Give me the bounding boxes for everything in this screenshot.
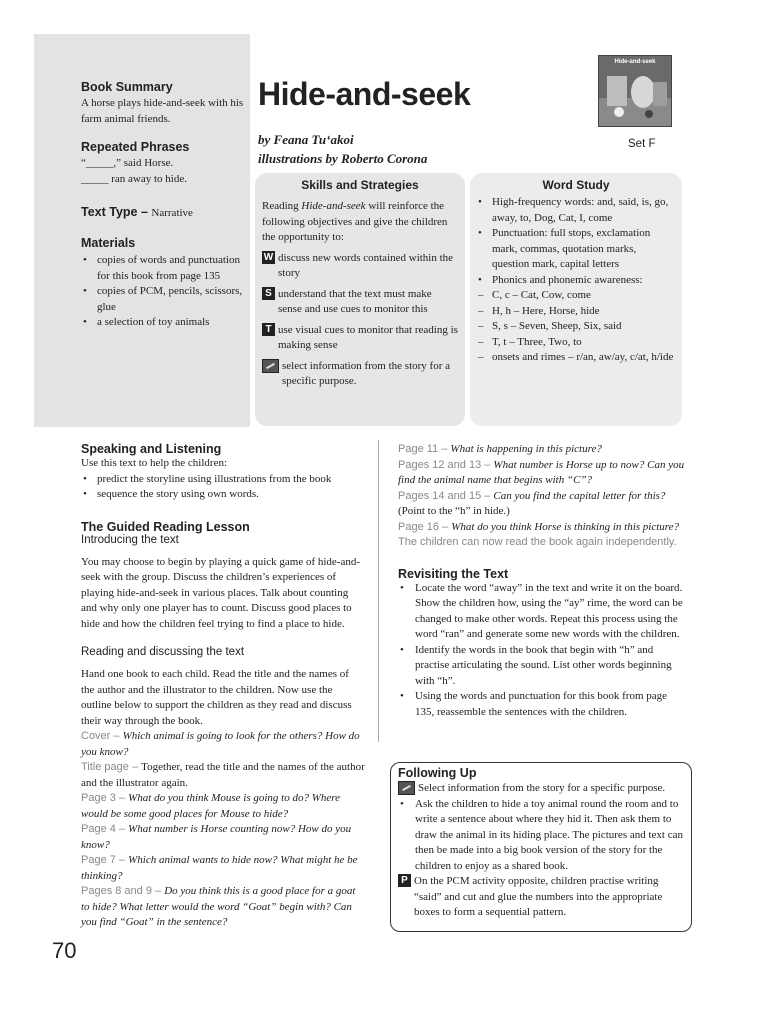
word-study-item: • Punctuation: full stops, exclamation mark, commas, quotation marks, question mark, capital letters <box>476 226 676 273</box>
right-column <box>398 442 688 720</box>
introducing-heading: Introducing the text <box>81 533 179 546</box>
skill-item-s: S understand that the text must make sense and use cues to monitor this <box>262 287 458 318</box>
p-icon: P <box>398 874 411 887</box>
text-type: Text Type – Narrative <box>81 205 193 219</box>
repeated-phrases-title: Repeated Phrases <box>81 140 190 154</box>
word-study-subitem: – T, t – Three, Two, to <box>476 335 676 351</box>
page-prompt-11: Page 11 – What is happening in this picture? <box>398 443 602 455</box>
word-study-subitem: – H, h – Here, Horse, hide <box>476 304 676 320</box>
skill-item-w: W discuss new words contained within the story <box>263 251 454 279</box>
book-summary-text: A horse plays hide-and-seek with his farm animal friends. <box>81 97 244 125</box>
revisiting-item: • Locate the word “away” in the text and write it on the board. Show the children how, using the “ay” rime, the word can be changed to make other words. Repeat this process using the word “ran” and generate some new words with the children. <box>398 581 688 643</box>
t-icon: T <box>262 323 275 336</box>
guided-title: The Guided Reading Lesson <box>81 519 250 534</box>
revisiting-title: Revisiting the Text <box>398 566 509 581</box>
word-study-title: Word Study <box>542 178 610 192</box>
skill-item-t: T use visual cues to monitor that reading is making sense <box>262 323 458 354</box>
word-study-subitem: – C, c – Cat, Cow, come <box>476 288 676 304</box>
book-cover-image <box>598 55 672 127</box>
following-pcm-item: P On the PCM activity opposite, children practise writing “said” and cut and glue the numbers into the appropriate boxes to form a sequential pattern. <box>398 874 686 921</box>
illustrator: illustrations by Roberto Corona <box>258 151 428 166</box>
speaking-title: Speaking and Listening <box>81 442 222 456</box>
skill-item-pencil: select information from the story for a specific purpose. <box>262 359 458 390</box>
column-divider <box>378 440 379 742</box>
pencil-icon <box>262 359 279 373</box>
page-prompt-14-15: Pages 14 and 15 – Can you find the capital letter for this? (Point to the “h” in hide.) <box>398 489 666 517</box>
page-title: Hide-and-seek <box>258 76 471 112</box>
book-summary <box>81 80 249 127</box>
word-study-content <box>476 178 676 366</box>
word-study-item: • Phonics and phonemic awareness: <box>476 273 676 289</box>
speaking-intro: Use this text to help the children: <box>81 457 228 469</box>
skills-content <box>262 178 458 395</box>
page-prompt-4: Page 4 – What number is Horse counting now? How do you know? <box>81 823 352 851</box>
page-prompt-8-9: Pages 8 and 9 – Do you think this is a good place for a goat to hide? What letter would the word “Goat” begin with? Can you find “Goat” in the sentence? <box>81 885 356 928</box>
materials-title: Materials <box>81 236 136 250</box>
following-pencil-item: Select information from the story for a specific purpose. <box>398 781 686 797</box>
s-icon: S <box>262 287 275 300</box>
w-icon: W <box>263 251 274 263</box>
speaking-item: • predict the storyline using illustrations from the book <box>81 472 365 488</box>
page-prompt-cover: Cover – Which animal is going to look for the others? How do you know? <box>81 730 360 758</box>
cover-title: Hide-and-seek <box>614 59 656 65</box>
reading-paragraph: Hand one book to each child. Read the title and the names of the author and the illustrator to the children. Now use the outline below to support the children as they read and discuss their way through the book. <box>81 668 352 727</box>
page-number: 70 <box>52 938 77 963</box>
word-study-item: • High-frequency words: and, said, is, go, away, to, Dog, Cat, I, come <box>476 195 676 226</box>
materials-item: • a selection of toy animals <box>81 315 249 331</box>
intro-paragraph: You may choose to begin by playing a quick game of hide-and-seek with the group. Discuss the children’s experiences of playing hide-and-seek in various places. Talk about counting and why only one player has to count. Discuss good places to hide and how the children feel trying to find a place to hide. <box>81 555 361 630</box>
reading-heading: Reading and discussing the text <box>81 646 245 658</box>
page-prompt-16: Page 16 – What do you think Horse is thinking in this picture? <box>398 520 680 533</box>
skills-intro: Reading Hide-and-seek will reinforce the following objectives and give the children the opportunity to: <box>262 200 448 243</box>
materials <box>81 236 249 331</box>
author: by Feana Tu‘akoi <box>258 132 354 147</box>
revisiting-item: • Using the words and punctuation for this book from page 135, reassemble the sentences with the children. <box>398 689 688 720</box>
text-type-label: Text Type <box>81 205 138 219</box>
repeated-line-2: _____ ran away to hide. <box>81 172 187 185</box>
page-prompt-7: Page 7 – Which animal wants to hide now? What might he be thinking? <box>81 854 358 882</box>
speaking-item: • sequence the story using own words. <box>81 487 365 503</box>
page-prompt-12-13: Pages 12 and 13 – What number is Horse up to now? Can you find the animal name that begins with “C”? <box>398 458 685 486</box>
following-bullet: • Ask the children to hide a toy animal round the room and to write a sentence about where they hid it. Then ask them to draw the animal in its hiding place. The pictures and text can then be made into a big book version of the story for the children to enjoy as a shared book. <box>398 797 686 875</box>
materials-item: • copies of PCM, pencils, scissors, glue <box>81 284 249 315</box>
book-summary-title: Book Summary <box>81 80 173 94</box>
left-column <box>81 442 365 931</box>
materials-item: • copies of words and punctuation for this book from page 135 <box>81 253 249 284</box>
following-title: Following Up <box>398 766 477 780</box>
repeated-line-1: “_____,” said Horse. <box>81 157 174 169</box>
page-prompt-title: Title page – Together, read the title and the names of the author and the illustrator again. <box>81 761 365 789</box>
revisiting-item: • Identify the words in the book that begin with “h” and practise articulating the sound. List other words beginning with “h”. <box>398 643 688 690</box>
following-up-content <box>398 766 686 926</box>
cover-illustration <box>599 68 671 127</box>
set-label: Set F <box>628 138 656 150</box>
repeated-phrases <box>81 140 249 187</box>
text-type-value: Narrative <box>151 207 193 219</box>
word-study-subitem: – onsets and rimes – r/an, aw/ay, c/at, h/ide <box>476 350 676 366</box>
pencil-icon <box>398 781 415 795</box>
word-study-subitem: – S, s – Seven, Sheep, Six, said <box>476 319 676 335</box>
credits <box>258 130 427 168</box>
page-prompt-3: Page 3 – What do you think Mouse is going to do? Where would be some good places for Mouse to hide? <box>81 792 341 820</box>
skills-title: Skills and Strategies <box>301 178 419 192</box>
closing-line: The children can now read the book again independently. <box>398 536 677 548</box>
